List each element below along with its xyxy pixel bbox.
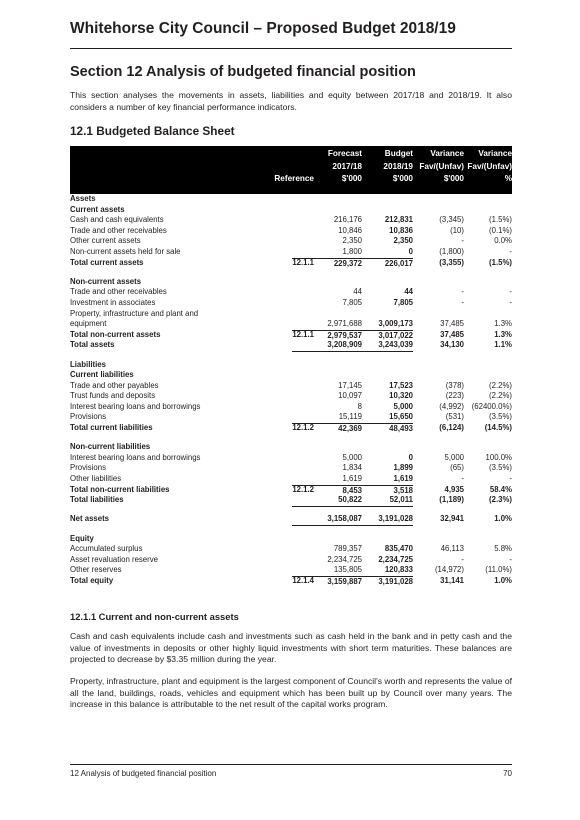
row-label: Trade and other receivables xyxy=(70,287,167,297)
row-label: Interest bearing loans and borrowings xyxy=(70,401,201,411)
cell-variance-amount: (65) xyxy=(450,463,464,473)
column-header-forecast: Forecast 2017/18 $'000 xyxy=(327,149,362,183)
cell-variance-percent: 0.0% xyxy=(494,236,512,246)
cell-budget: 2,350 xyxy=(393,236,413,246)
cell-variance-percent: - xyxy=(509,246,512,256)
cell-budget: 3,191,028 xyxy=(353,576,413,588)
cell-budget: 17,523 xyxy=(389,380,413,390)
cell-forecast: 5,000 xyxy=(342,452,362,462)
cell-variance-amount: (3,345) xyxy=(439,215,464,225)
table-row xyxy=(70,555,512,566)
cell-forecast: 3,158,087 xyxy=(292,514,362,526)
cell-variance-percent: 1.0% xyxy=(494,514,512,524)
row-label: Total current liabilities xyxy=(70,423,153,433)
cell-variance-percent: (1.5%) xyxy=(489,215,512,225)
cell-forecast: 1,834 xyxy=(342,463,362,473)
table-row xyxy=(70,402,512,413)
cell-forecast: 15,119 xyxy=(338,412,362,422)
cell-variance-percent: (62400.0%) xyxy=(471,401,512,411)
table-spacer xyxy=(70,525,512,534)
cell-variance-amount: 46,113 xyxy=(440,544,464,554)
table-row xyxy=(70,391,512,402)
table-row xyxy=(70,544,512,555)
cell-variance-percent: (2.2%) xyxy=(489,380,512,390)
column-header-variance-amount: Variance Fav/(Unfav) $'000 xyxy=(419,149,464,183)
cell-forecast: 50,822 xyxy=(292,495,362,507)
cell-variance-amount: (4,992) xyxy=(439,401,464,411)
cell-budget: 10,320 xyxy=(389,391,413,401)
table-row xyxy=(70,236,512,247)
table-row xyxy=(70,565,512,576)
row-label: Total assets xyxy=(70,340,115,350)
cell-forecast: 44 xyxy=(353,287,362,297)
header-title: Whitehorse City Council – Proposed Budget 2018/19 xyxy=(70,20,456,37)
row-label: Accumulated surplus xyxy=(70,544,143,554)
cell-budget: 120,833 xyxy=(384,565,413,575)
row-label: Total current assets xyxy=(70,257,144,267)
row-label: Cash and cash equivalents xyxy=(70,215,164,225)
cell-forecast: 135,805 xyxy=(333,565,362,575)
table-row xyxy=(70,514,512,525)
cell-budget: 15,650 xyxy=(389,412,413,422)
row-reference: 12.1.2 xyxy=(292,423,314,433)
cell-variance-percent: (1.5%) xyxy=(489,257,512,267)
row-label: Provisions xyxy=(70,412,106,422)
row-label: Asset revaluation reserve xyxy=(70,554,158,564)
cell-budget: 44 xyxy=(404,287,413,297)
row-label: Provisions xyxy=(70,463,106,473)
cell-forecast: 8,453 xyxy=(292,485,362,497)
cell-budget: 226,017 xyxy=(353,258,413,270)
cell-variance-amount: 4,935 xyxy=(444,484,464,494)
cell-forecast: 1,619 xyxy=(342,474,362,484)
cell-variance-percent: 58.4% xyxy=(489,484,512,494)
table-row xyxy=(70,340,512,351)
cell-forecast: 42,369 xyxy=(292,423,362,435)
table-section-heading xyxy=(70,370,512,381)
cell-variance-amount: (6,124) xyxy=(439,423,464,433)
row-label: Trade and other payables xyxy=(70,380,159,390)
cell-variance-percent: (3.5%) xyxy=(489,412,512,422)
cell-variance-amount: (531) xyxy=(445,412,464,422)
row-label: Assets xyxy=(70,194,96,203)
balance-sheet-table xyxy=(70,146,512,587)
table-section-heading xyxy=(70,194,512,205)
cell-variance-amount: 31,141 xyxy=(440,575,464,585)
column-header-reference: Reference xyxy=(274,174,314,183)
cell-forecast: 2,971,688 xyxy=(327,319,362,329)
cell-forecast: 2,979,537 xyxy=(292,330,362,342)
cell-variance-amount: (10) xyxy=(450,225,464,235)
row-label: Non-current assets held for sale xyxy=(70,246,181,256)
table-row xyxy=(70,287,512,298)
cell-forecast: 17,145 xyxy=(338,380,362,390)
cell-variance-amount: (378) xyxy=(445,380,464,390)
cell-variance-percent: (11.0%) xyxy=(485,565,512,575)
cell-forecast: 2,350 xyxy=(342,236,362,246)
column-header-budget: Budget 2018/19 $'000 xyxy=(383,149,413,183)
row-label: Interest bearing loans and borrowings xyxy=(70,452,201,462)
footer-rule xyxy=(70,764,512,765)
table-section-heading xyxy=(70,534,512,545)
column-header-variance-percent: Variance Fav/(Unfav) % xyxy=(467,149,512,183)
section-intro: This section analyses the movements in assets, liabilities and equity between 2017/18 and 2018/19. It also considers a number of key financial performance indicators. xyxy=(70,90,512,112)
table-row xyxy=(70,423,512,434)
table-header xyxy=(70,146,512,194)
table-row xyxy=(70,298,512,309)
cell-variance-amount: - xyxy=(461,236,464,246)
table-row xyxy=(70,319,512,330)
cell-variance-amount: - xyxy=(461,554,464,564)
row-label: Net assets xyxy=(70,514,110,524)
table-row xyxy=(70,576,512,587)
paragraph-property: Property, infrastructure, plant and equipment is the largest component of Council's worth and represents the value of all the land, buildings, roads, vehicles and equipment which has been built up by Council over many years. The increase in this balance is attributable to the net result of the capital works program. xyxy=(70,676,512,710)
cell-budget: 52,011 xyxy=(353,495,413,507)
cell-budget: 3,009,173 xyxy=(378,319,413,329)
cell-forecast: 3,159,887 xyxy=(292,576,362,588)
cell-variance-percent: (0.1%) xyxy=(489,225,512,235)
cell-forecast: 3,208,909 xyxy=(292,340,362,352)
cell-budget: 0 xyxy=(408,452,413,462)
table-spacer xyxy=(70,506,512,515)
cell-variance-amount: 5,000 xyxy=(444,452,464,462)
table-row xyxy=(70,474,512,485)
row-reference: 12.1.4 xyxy=(292,575,314,585)
section-title: Section 12 Analysis of budgeted financial position xyxy=(70,64,416,80)
row-label: Equity xyxy=(70,533,94,543)
row-label: Total non-current liabilities xyxy=(70,484,170,494)
header-rule xyxy=(70,48,512,49)
cell-variance-percent: (3.5%) xyxy=(489,463,512,473)
cell-budget: 1,899 xyxy=(393,463,413,473)
cell-variance-percent: 100.0% xyxy=(485,452,512,462)
cell-variance-amount: (1,189) xyxy=(439,495,464,505)
cell-forecast: 10,097 xyxy=(338,391,362,401)
table-body xyxy=(70,194,512,587)
row-label: Non-current liabilities xyxy=(70,442,151,452)
cell-variance-percent: (14.5%) xyxy=(484,423,512,433)
row-label: Trade and other receivables xyxy=(70,225,167,235)
table-section-heading xyxy=(70,205,512,216)
row-reference: 12.1.1 xyxy=(292,257,314,267)
row-label: Current liabilities xyxy=(70,370,134,380)
cell-variance-percent: - xyxy=(509,554,512,564)
cell-variance-amount: - xyxy=(461,287,464,297)
cell-budget: 835,470 xyxy=(384,544,413,554)
cell-variance-amount: - xyxy=(461,474,464,484)
table-row xyxy=(70,381,512,392)
table-row xyxy=(70,412,512,423)
page-number: 70 xyxy=(503,769,512,778)
row-label: Investment in associates xyxy=(70,297,156,307)
cell-budget: 212,831 xyxy=(384,215,413,225)
cell-variance-amount: (14,972) xyxy=(434,565,464,575)
row-label: equipment xyxy=(70,319,107,329)
cell-variance-percent: 1.0% xyxy=(494,575,512,585)
cell-budget: 3,518 xyxy=(353,485,413,497)
cell-variance-percent: (2.2%) xyxy=(489,391,512,401)
table-spacer xyxy=(70,351,512,360)
table-spacer xyxy=(70,434,512,443)
cell-variance-amount: (223) xyxy=(445,391,464,401)
table-row xyxy=(70,463,512,474)
row-label: Liabilities xyxy=(70,359,106,369)
cell-budget: 0 xyxy=(408,246,413,256)
cell-variance-percent: 5.8% xyxy=(494,544,512,554)
cell-variance-amount: 34,130 xyxy=(440,340,464,350)
cell-budget: 3,017,022 xyxy=(353,330,413,342)
table-row xyxy=(70,485,512,496)
cell-variance-percent: - xyxy=(509,297,512,307)
cell-variance-amount: (1,800) xyxy=(439,246,464,256)
table-row xyxy=(70,453,512,464)
cell-variance-percent: - xyxy=(509,474,512,484)
paragraph-cash: Cash and cash equivalents include cash and investments such as cash held in the bank and in petty cash and the value of investments in deposits or other highly liquid investments with short term maturities. These balances are projected to decrease by $3.35 million during the year. xyxy=(70,631,512,665)
cell-budget: 48,493 xyxy=(353,423,413,435)
row-reference: 12.1.2 xyxy=(292,484,314,494)
cell-budget: 3,243,039 xyxy=(353,340,413,352)
cell-budget: 1,619 xyxy=(393,474,413,484)
row-reference: 12.1.1 xyxy=(292,329,314,339)
row-label: Other reserves xyxy=(70,565,122,575)
cell-variance-percent: - xyxy=(509,287,512,297)
table-row xyxy=(70,247,512,258)
cell-variance-amount: 32,941 xyxy=(440,514,464,524)
row-label: Property, infrastructure and plant and xyxy=(70,308,199,318)
cell-variance-amount: 37,485 xyxy=(440,329,464,339)
table-row xyxy=(70,495,512,506)
cell-forecast: 1,800 xyxy=(342,246,362,256)
cell-budget: 10,836 xyxy=(389,225,413,235)
cell-forecast: 7,805 xyxy=(342,297,362,307)
cell-forecast: 216,176 xyxy=(333,215,362,225)
row-label: Total non-current assets xyxy=(70,329,161,339)
cell-variance-percent: 1.3% xyxy=(494,329,512,339)
cell-variance-percent: 1.3% xyxy=(494,319,512,329)
cell-forecast: 8 xyxy=(357,401,362,411)
cell-forecast: 229,372 xyxy=(292,258,362,270)
table-row xyxy=(70,215,512,226)
cell-budget: 2,234,725 xyxy=(378,554,413,564)
cell-budget: 7,805 xyxy=(393,297,413,307)
row-label: Other current assets xyxy=(70,236,141,246)
cell-variance-percent: (2.3%) xyxy=(489,495,512,505)
subsubsection-title: 12.1.1 Current and non-current assets xyxy=(70,611,239,622)
cell-budget: 3,191,028 xyxy=(353,514,413,526)
cell-variance-percent: 1.1% xyxy=(494,340,512,350)
cell-forecast: 2,234,725 xyxy=(327,554,362,564)
table-row xyxy=(70,309,512,320)
cell-forecast: 10,846 xyxy=(338,225,362,235)
table-row xyxy=(70,226,512,237)
table-section-heading xyxy=(70,360,512,371)
footer-section-label: 12 Analysis of budgeted financial position xyxy=(70,769,217,778)
row-label: Other liabilities xyxy=(70,474,122,484)
row-label: Trust funds and deposits xyxy=(70,391,156,401)
cell-variance-amount: - xyxy=(461,297,464,307)
table-row xyxy=(70,330,512,341)
table-row xyxy=(70,258,512,269)
row-label: Total liabilities xyxy=(70,495,124,505)
table-spacer xyxy=(70,268,512,277)
table-section-heading xyxy=(70,277,512,288)
table-section-heading xyxy=(70,442,512,453)
cell-variance-amount: (3,355) xyxy=(439,257,464,267)
cell-budget: 5,000 xyxy=(393,401,413,411)
cell-forecast: 789,357 xyxy=(333,544,362,554)
row-label: Current assets xyxy=(70,204,125,214)
row-label: Non-current assets xyxy=(70,276,142,286)
subsection-title: 12.1 Budgeted Balance Sheet xyxy=(70,124,235,138)
row-label: Total equity xyxy=(70,575,114,585)
cell-variance-amount: 37,485 xyxy=(440,319,464,329)
